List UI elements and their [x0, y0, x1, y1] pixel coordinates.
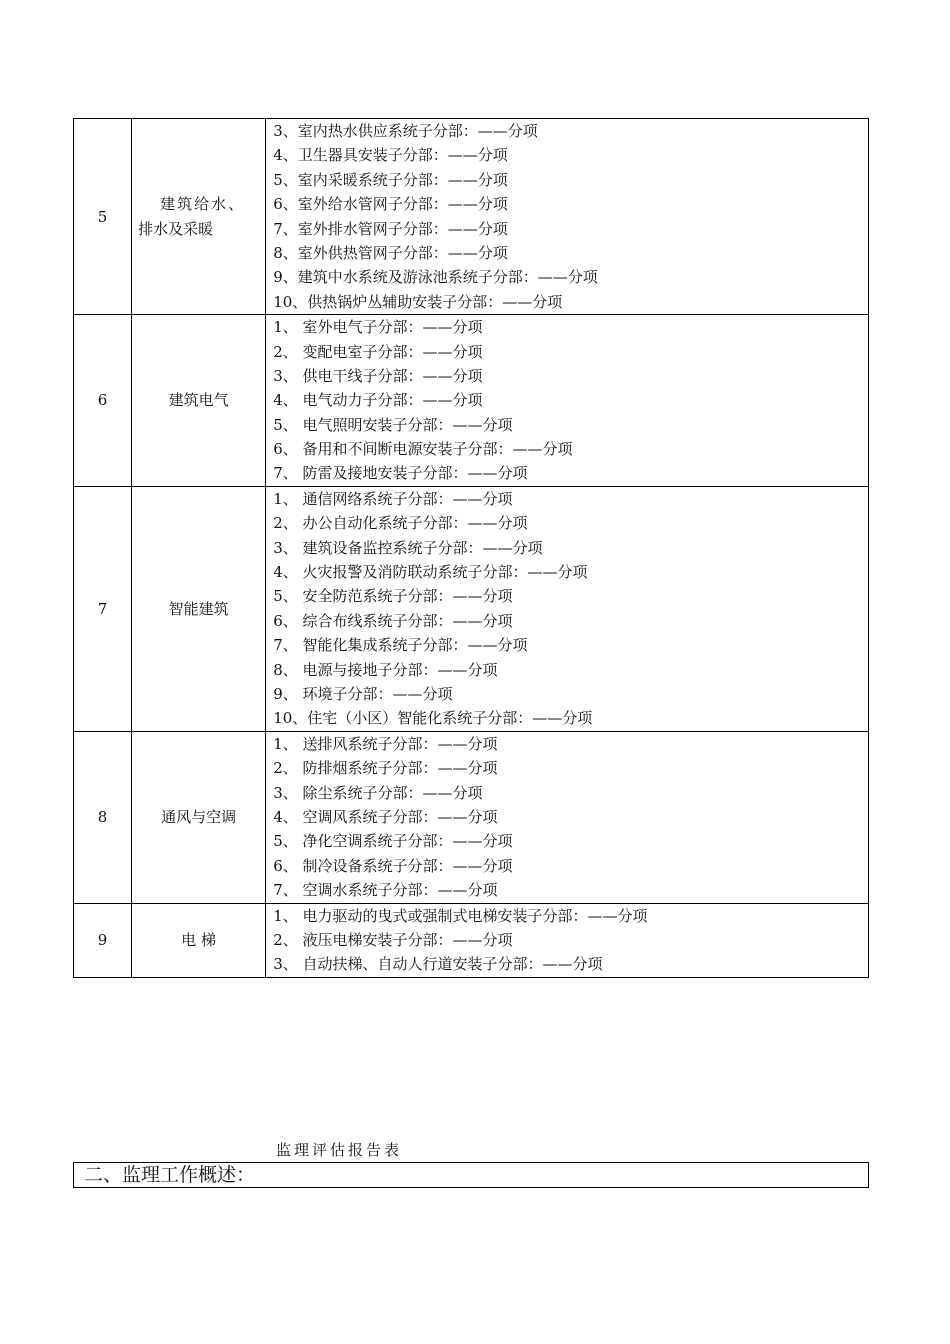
list-item: 4、 空调风系统子分部：——分项	[273, 807, 498, 826]
row-number: 6	[74, 315, 132, 487]
report-title: 监理评估报告表	[276, 1141, 403, 1159]
list-item: 2、 防排烟系统子分部：——分项	[273, 759, 498, 778]
list-item: 2、 办公自动化系统子分部：——分项	[273, 514, 528, 533]
division-name-part: 排水及采暖	[138, 219, 214, 238]
section-box	[73, 1162, 869, 1188]
table-row	[74, 903, 869, 977]
list-item: 10、住宅（小区）智能化系统子分部：——分项	[273, 709, 593, 728]
table-row	[74, 315, 869, 487]
list-item: 3、 供电干线子分部：——分项	[273, 366, 483, 385]
list-item: 8、 电源与接地子分部：——分项	[273, 660, 498, 679]
sub-items-cell	[266, 903, 869, 977]
division-name: 建筑电气	[132, 315, 266, 487]
list-item: 7、 空调水系统子分部：——分项	[273, 881, 498, 900]
list-item: 6、 综合布线系统子分部：——分项	[273, 611, 513, 630]
list-item: 5、 净化空调系统子分部：——分项	[273, 832, 513, 851]
list-item: 4、 火灾报警及消防联动系统子分部：——分项	[273, 563, 588, 582]
list-item: 3、 建筑设备监控系统子分部：——分项	[273, 538, 543, 557]
list-item: 7、室外排水管网子分部：——分项	[273, 219, 508, 238]
list-item: 10、供热锅炉丛辅助安装子分部：——分项	[273, 292, 563, 311]
list-item: 7、 防雷及接地安装子分部：——分项	[273, 464, 528, 483]
division-name	[132, 119, 266, 315]
list-item: 5、室内采暖系统子分部：——分项	[273, 170, 508, 189]
list-item: 5、 安全防范系统子分部：——分项	[273, 587, 513, 606]
table-row	[74, 486, 869, 731]
sub-items-cell	[266, 486, 869, 731]
row-number: 8	[74, 731, 132, 903]
list-item: 6、 备用和不间断电源安装子分部：——分项	[273, 440, 573, 459]
division-name: 通风与空调	[132, 731, 266, 903]
list-item: 1、 送排风系统子分部：——分项	[273, 734, 498, 753]
list-item: 4、 电气动力子分部：——分项	[273, 391, 483, 410]
list-item: 3、 自动扶梯、自动人行道安装子分部：——分项	[273, 955, 603, 974]
list-item: 8、室外供热管网子分部：——分项	[273, 243, 508, 262]
list-item: 5、 电气照明安装子分部：——分项	[273, 415, 513, 434]
list-item: 9、 环境子分部：——分项	[273, 684, 453, 703]
list-item: 6、室外给水管网子分部：——分项	[273, 195, 508, 214]
list-item: 1、 室外电气子分部：——分项	[273, 318, 483, 337]
list-item: 2、 变配电室子分部：——分项	[273, 342, 483, 361]
division-name: 电 梯	[132, 903, 266, 977]
list-item: 3、室内热水供应系统子分部：——分项	[273, 122, 538, 140]
sub-items-cell	[266, 119, 869, 315]
list-item: 4、卫生器具安装子分部：——分项	[273, 146, 508, 165]
list-item: 9、建筑中水系统及游泳池系统子分部：——分项	[273, 268, 598, 287]
list-item: 1、 电力驱动的曳式或强制式电梯安装子分部：——分项	[273, 906, 648, 925]
division-name: 智能建筑	[132, 486, 266, 731]
section-heading: 二、监理工作概述：	[84, 1164, 256, 1186]
table-row	[74, 119, 869, 315]
sub-division-table	[73, 118, 869, 978]
list-item: 3、 除尘系统子分部：——分项	[273, 783, 483, 802]
division-name-part: 建筑给水、	[160, 195, 246, 214]
row-number: 9	[74, 903, 132, 977]
list-item: 2、 液压电梯安装子分部：——分项	[273, 930, 513, 949]
list-item: 6、 制冷设备系统子分部：——分项	[273, 856, 513, 875]
list-item: 7、 智能化集成系统子分部：——分项	[273, 636, 528, 655]
sub-items-cell	[266, 731, 869, 903]
table-row	[74, 731, 869, 903]
row-number: 5	[74, 119, 132, 315]
row-number: 7	[74, 486, 132, 731]
list-item: 1、 通信网络系统子分部：——分项	[273, 489, 513, 508]
sub-items-cell	[266, 315, 869, 487]
